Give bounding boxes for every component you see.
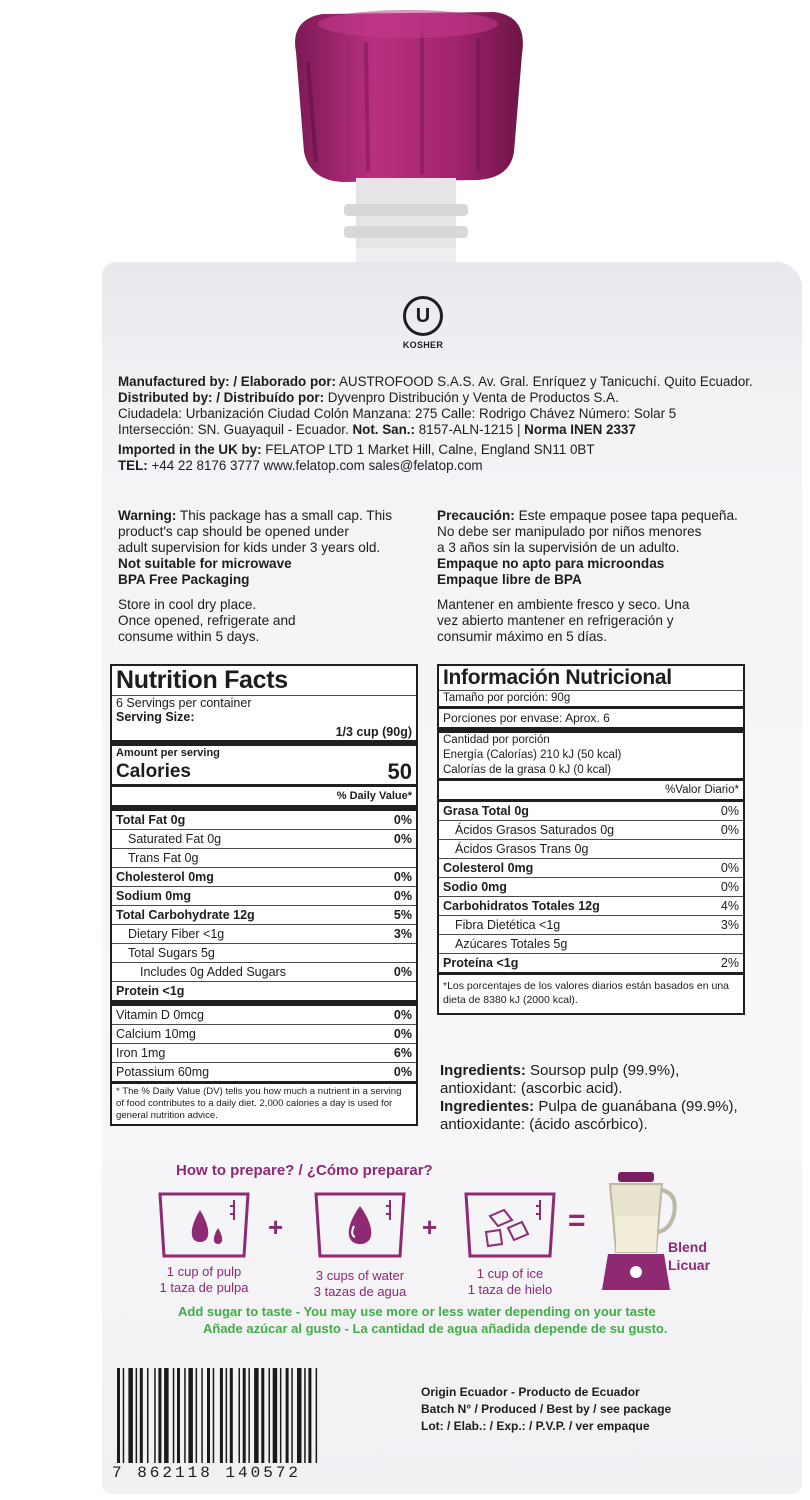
cup-pulp-icon bbox=[150, 1186, 258, 1262]
amount-per-serving: Amount per serving bbox=[116, 747, 220, 759]
imported-label: Imported in the UK by: bbox=[118, 442, 262, 457]
manufactured-label: Manufactured by: / Elaborado por: bbox=[118, 374, 336, 389]
nutrient-label: Sodium 0mg bbox=[116, 889, 192, 903]
nutrient-label: Total Sugars 5g bbox=[128, 946, 215, 960]
nutrient-label: Grasa Total 0g bbox=[443, 804, 529, 818]
pouch-cap bbox=[282, 2, 534, 187]
nutrition-title: Nutrition Facts bbox=[116, 666, 288, 694]
barcode-bar bbox=[269, 1368, 271, 1463]
nutrient-value: 0% bbox=[720, 823, 739, 837]
nutrient-label: Total Fat 0g bbox=[116, 813, 186, 827]
barcode-bar bbox=[291, 1368, 293, 1463]
step-1-es: 1 taza de pulpa bbox=[159, 1280, 249, 1295]
nutrient-label: Cholesterol 0mg bbox=[116, 870, 214, 884]
warning-line: Not suitable for microwave bbox=[118, 556, 292, 571]
calories-value: 50 bbox=[387, 759, 412, 784]
step-3-en: 1 cup of ice bbox=[476, 1266, 544, 1281]
step-2-es: 3 tazas de agua bbox=[313, 1284, 407, 1299]
energy-es: Energía (Calorías) 210 kJ (50 kcal) bbox=[443, 749, 622, 761]
barcode-bar bbox=[226, 1368, 228, 1463]
kosher-symbol: U bbox=[403, 296, 443, 336]
cup-ice-icon bbox=[456, 1186, 564, 1262]
warning-line: a 3 años sin la supervisión de un adulto. bbox=[437, 540, 680, 555]
nutrient-value: 3% bbox=[393, 927, 412, 941]
barcode-bar bbox=[248, 1368, 250, 1463]
barcode-bar bbox=[273, 1368, 278, 1463]
nutrient-label: Trans Fat 0g bbox=[128, 851, 199, 865]
servings-per-container: 6 Servings per container bbox=[116, 696, 252, 710]
warning-line: Empaque libre de BPA bbox=[437, 572, 582, 587]
barcode-bar bbox=[316, 1368, 318, 1463]
nutrition-facts-en bbox=[110, 664, 418, 1126]
serving-size-label: Serving Size: bbox=[116, 710, 195, 724]
manufactured-text: AUSTROFOOD S.A.S. Av. Gral. Enríquez y Tanicuchí. Quito Ecuador. bbox=[335, 374, 753, 389]
warning-en bbox=[118, 508, 392, 645]
nutrient-label: Calcium 10mg bbox=[116, 1027, 196, 1041]
nutrient-value: 0% bbox=[393, 1027, 412, 1041]
barcode-bar bbox=[220, 1368, 223, 1463]
nutrient-label: Colesterol 0mg bbox=[443, 861, 534, 875]
blend-es: Licuar bbox=[668, 1257, 711, 1273]
nutrient-label: Sodio 0mg bbox=[443, 880, 507, 894]
distributed-text: Dyvenpro Distribución y Venta de Productos S.A. bbox=[324, 390, 619, 405]
nutrient-value: 6% bbox=[393, 1046, 412, 1060]
nutrient-label: Iron 1mg bbox=[116, 1046, 166, 1060]
pouch-spout bbox=[336, 178, 476, 270]
origin-info bbox=[421, 1384, 671, 1435]
step-2-en: 3 cups of water bbox=[315, 1268, 405, 1283]
blend-label bbox=[668, 1238, 710, 1274]
equals-icon: = bbox=[568, 1204, 586, 1237]
nutrient-value: 0% bbox=[720, 804, 739, 818]
nutrient-value: 0% bbox=[720, 880, 739, 894]
barcode-bar bbox=[147, 1368, 149, 1463]
prepare-title: How to prepare? / ¿Cómo preparar? bbox=[176, 1162, 433, 1179]
storage-line: Store in cool dry place. bbox=[118, 597, 257, 612]
warning-es bbox=[437, 508, 738, 645]
nutrient-label: Total Carbohydrate 12g bbox=[116, 908, 255, 922]
nutrient-value: 0% bbox=[393, 813, 412, 827]
storage-line: Once opened, refrigerate and bbox=[118, 613, 296, 628]
manufacturer-info bbox=[118, 374, 753, 474]
barcode-bar bbox=[230, 1368, 233, 1463]
barcode-bar bbox=[304, 1368, 306, 1463]
step-2-caption bbox=[296, 1268, 424, 1300]
daily-value-header-es: %Valor Diario* bbox=[665, 784, 739, 796]
barcode-bar bbox=[286, 1368, 289, 1463]
ingredients-label: Ingredients: bbox=[440, 1062, 526, 1079]
barcode-bar bbox=[154, 1368, 156, 1463]
barcode-bar bbox=[140, 1368, 143, 1463]
barcode-bar bbox=[158, 1368, 161, 1463]
contact-text: +44 22 8176 3777 www.felatop.com sales@felatop.com bbox=[147, 458, 483, 473]
nutrient-label: Saturated Fat 0g bbox=[128, 832, 222, 846]
nutrient-label: Protein <1g bbox=[116, 984, 185, 998]
nutrient-label: Vitamin D 0mcg bbox=[116, 1008, 204, 1022]
barcode-bar bbox=[239, 1368, 241, 1463]
origin-line: Origin Ecuador - Producto de Ecuador bbox=[421, 1385, 640, 1399]
plus-icon: + bbox=[268, 1212, 284, 1242]
barcode bbox=[113, 1368, 379, 1463]
warning-line: product's cap should be opened under bbox=[118, 524, 349, 539]
nutrient-value: 2% bbox=[720, 956, 739, 970]
nutrient-label: Proteína <1g bbox=[443, 956, 519, 970]
fat-calories-es: Calorías de la grasa 0 kJ (0 kcal) bbox=[443, 764, 612, 776]
nutrient-value: 0% bbox=[720, 861, 739, 875]
barcode-bar bbox=[297, 1368, 302, 1463]
sugar-note-en: Add sugar to taste - You may use more or less water depending on your taste bbox=[178, 1304, 656, 1319]
nutrient-label: Potassium 60mg bbox=[116, 1065, 210, 1079]
sugar-note-es: Añade azúcar al gusto - La cantidad de agua añadida depende de su gusto. bbox=[203, 1321, 668, 1336]
calories-label: Calories bbox=[116, 761, 191, 782]
norma-label: Norma INEN 2337 bbox=[524, 422, 636, 437]
ingredientes-text: antioxidante: (ácido ascórbico). bbox=[440, 1116, 648, 1133]
daily-value-header: % Daily Value* bbox=[336, 790, 412, 802]
barcode-bar bbox=[184, 1368, 186, 1463]
barcode-bar bbox=[213, 1368, 215, 1463]
ingredientes-label: Ingredientes: bbox=[440, 1098, 535, 1115]
barcode-bar bbox=[117, 1368, 120, 1463]
barcode-bar bbox=[308, 1368, 311, 1463]
nutrient-value: 0% bbox=[393, 965, 412, 979]
nutrition-footnote-es: *Los porcentajes de los valores diarios están basados en una dieta de 8380 kJ (2000 kcal). bbox=[439, 972, 743, 1013]
precaucion-label: Precaución: bbox=[437, 508, 515, 523]
barcode-bar bbox=[207, 1368, 210, 1463]
nutrient-label: Azúcares Totales 5g bbox=[455, 937, 568, 951]
barcode-bar bbox=[128, 1368, 133, 1463]
warning-line: Empaque no apto para microondas bbox=[437, 556, 665, 571]
nutrition-facts-es bbox=[437, 664, 745, 1015]
amount-per-serving-es: Cantidad por porción bbox=[443, 734, 550, 746]
storage-line: vez abierto mantener en refrigeración y bbox=[437, 613, 674, 628]
nutrient-label: Fibra Dietética <1g bbox=[455, 918, 561, 932]
barcode-bar bbox=[177, 1368, 180, 1463]
nutrient-label: Dietary Fiber <1g bbox=[128, 927, 225, 941]
storage-line: consume within 5 days. bbox=[118, 629, 260, 644]
warning-line: No debe ser manipulado por niños menores bbox=[437, 524, 702, 539]
ingredientes-text: Pulpa de guanábana (99.9%), bbox=[534, 1098, 738, 1115]
address-line: Ciudadela: Urbanización Ciudad Colón Manzana: 275 Calle: Rodrigo Chávez Número: Solar 5 bbox=[118, 406, 677, 421]
imported-text: FELATOP LTD 1 Market Hill, Calne, England SN11 0BT bbox=[261, 442, 595, 457]
not-san-value: 8157-ALN-1215 | bbox=[414, 422, 525, 437]
barcode-bar bbox=[173, 1368, 175, 1463]
nutrient-value: 0% bbox=[393, 889, 412, 903]
batch-line: Batch N° / Produced / Best by / see package bbox=[421, 1402, 672, 1416]
serving-size-es: Tamaño por porción: 90g bbox=[443, 692, 571, 704]
plus-icon: + bbox=[422, 1212, 438, 1242]
storage-line: consumir máximo en 5 días. bbox=[437, 629, 607, 644]
warning-line: Este empaque posee tapa pequeña. bbox=[514, 508, 738, 523]
lot-line: Lot: / Elab.: / Exp.: / P.V.P. / ver empaque bbox=[421, 1419, 650, 1433]
barcode-bar bbox=[136, 1368, 138, 1463]
nutrient-value: 0% bbox=[393, 832, 412, 846]
tel-label: TEL: bbox=[118, 458, 148, 473]
barcode-bar bbox=[201, 1368, 203, 1463]
nutrient-value: 3% bbox=[720, 918, 739, 932]
cup-water-icon bbox=[306, 1186, 414, 1262]
warning-line: BPA Free Packaging bbox=[118, 572, 250, 587]
warning-line: This package has a small cap. This bbox=[176, 508, 392, 523]
nutrient-value: 5% bbox=[393, 908, 412, 922]
nutrient-label: Ácidos Grasos Trans 0g bbox=[455, 842, 589, 856]
step-3-es: 1 taza de hielo bbox=[467, 1282, 553, 1297]
barcode-bar bbox=[280, 1368, 282, 1463]
barcode-bar bbox=[196, 1368, 198, 1463]
nutrition-title-es: Información Nutricional bbox=[443, 666, 672, 689]
nutrient-value: 0% bbox=[393, 1065, 412, 1079]
step-1-en: 1 cup of pulp bbox=[166, 1264, 242, 1279]
ingredients-text: Soursop pulp (99.9%), bbox=[525, 1062, 680, 1079]
nutrition-footnote: * The % Daily Value (DV) tells you how much a nutrient in a serving of food contributes to a daily diet. 2,000 calories a day is used for general nutrition advice. bbox=[112, 1081, 416, 1124]
nutrient-value: 4% bbox=[720, 899, 739, 913]
barcode-bar bbox=[188, 1368, 193, 1463]
ingredients bbox=[440, 1062, 738, 1134]
nutrient-label: Ácidos Grasos Saturados 0g bbox=[455, 823, 615, 837]
nutrient-value: 0% bbox=[393, 1008, 412, 1022]
kosher-mark bbox=[402, 296, 444, 352]
warning-label: Warning: bbox=[118, 508, 177, 523]
barcode-bar bbox=[261, 1368, 264, 1463]
serving-size-value: 1/3 cup (90g) bbox=[335, 725, 412, 739]
nutrient-label: Includes 0g Added Sugars bbox=[140, 965, 286, 979]
step-3-caption bbox=[450, 1266, 570, 1298]
barcode-bar bbox=[123, 1368, 125, 1463]
barcode-bar bbox=[254, 1368, 259, 1463]
warning-line: adult supervision for kids under 3 years old. bbox=[118, 540, 381, 555]
barcode-bar bbox=[164, 1368, 169, 1463]
servings-es: Porciones por envase: Aprox. 6 bbox=[443, 711, 610, 725]
nutrient-value: 0% bbox=[393, 870, 412, 884]
blender-icon bbox=[596, 1170, 682, 1294]
not-san-label: Not. San.: bbox=[352, 422, 415, 437]
barcode-bar bbox=[243, 1368, 246, 1463]
intersection-text: Intersección: SN. Guayaquil - Ecuador. bbox=[118, 422, 353, 437]
step-1-caption bbox=[150, 1264, 258, 1296]
nutrient-label: Carbohidratos Totales 12g bbox=[443, 899, 600, 913]
ingredients-text: antioxidant: (ascorbic acid). bbox=[440, 1080, 623, 1097]
distributed-label: Distributed by: / Distribuído por: bbox=[118, 390, 325, 405]
barcode-number: 7 862118 140572 bbox=[112, 1464, 302, 1482]
blend-en: Blend bbox=[668, 1239, 707, 1255]
storage-line: Mantener en ambiente fresco y seco. Una bbox=[437, 597, 690, 612]
kosher-label: KOSHER bbox=[402, 340, 444, 350]
